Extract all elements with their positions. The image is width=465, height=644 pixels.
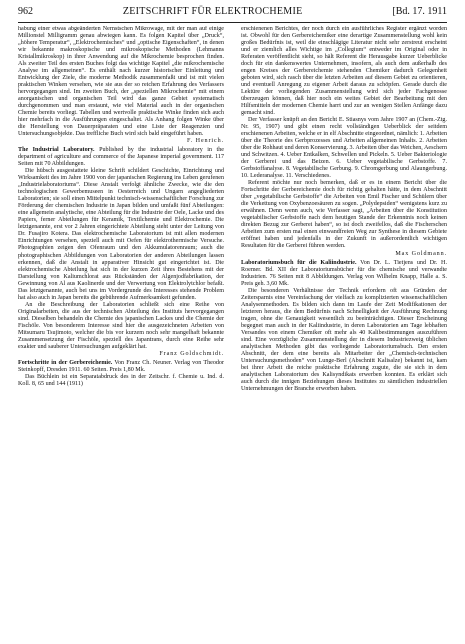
review-paragraph: Referent möchte nur noch bemerken, daß er es in einem Bericht über die Fortschritte der Gerbereichemie doch für richtig gehalten hätte, in dem Abschnitt über „vegetabilische Gerbstoffe“ die Arbeiten von Emil Fischer und Schülern über die Verkettung von Oxybenzoesäuren zu sogen. „Polydepsiden“ wenigstens kurz zu erwähnen. Denn wenn auch, wie Verfasser sagt, „Arbeiten über die Konstitution vegetabilischer Gerbstoffe nach dem heutigen Stande der Erkenntnis noch keinen direkten Bezug zur Gerberei haben“, so ist doch zweifellos, daß die Fischerschen Arbeiten zum ersten mal einen einwandfreien Weg zur Synthese in diesem Gebiete eröffnet haben und jedenfalls in der Zukunft in außerordentlich wichtigen Resultaten für die Gerberei führen werden. bbox=[241, 180, 447, 250]
journal-title: ZEITSCHRIFT FÜR ELEKTROCHEMIE bbox=[122, 6, 303, 17]
running-header bbox=[18, 6, 447, 23]
review-paragraph: Das Büchlein ist ein Separatabdruck des in der Zeitschr. f. Chemie u. Ind. d. Koll. 8, 65 und 144 (1911) bbox=[18, 373, 224, 387]
book-entry bbox=[18, 147, 224, 168]
book-entry bbox=[241, 260, 447, 288]
book-details: Von Franz Ch. Neuner. Verlag von Theodor Steinkopff, Dresden 1911. 60 Seiten. Preis 1,80 Mk. bbox=[18, 359, 224, 373]
left-column bbox=[18, 26, 224, 636]
book-title: Laboratoriumsbuch für die Kaliindustrie. bbox=[241, 259, 357, 266]
reviewer-signature: F. Henrich. bbox=[187, 138, 224, 145]
review-paragraph: Die besonderen Verhältnisse der Technik erfordern oft aus Gründen der Zeitersparnis eine Vereinfachung der vielfach zu komplizierten wissenschaftlichen Analysenmethoden. Es bilden sich dann im Laufe der Zeit Modifikationen der letzteren heraus, die dem Bedürfnis nach Schnelligkeit der Ausführung Rechnung tragen, ohne die Genauigkeit wesentlich zu beeinträchtigen. Dieser Erscheinung begegnet man auch in der Kaliindustrie, in deren Laboratorien am Tage lebhaften Versandes von einem Chemiker oft mehr als 40 Kalibestimmungen auszuführen sind. Eine vorzügliche Zusammenstellung der in diesem Industriezweig üblichen analytischen Methoden gibt das vorliegende Laboratoriumsbuch. Den ersten Abschnitt, der dem eine bereits als Mitarbeiter der „Chemisch-technischen Untersuchungsmethoden“ von Lunge-Berl (Abschnitt Kalisalze) bekannt ist, kam bei ihrer Arbeit die reiche praktische Erfahrung zugute, die sie sich in dem analytischen Laboratorium des Kalisyndikats erwerben konnten. Es erklärt sich auch durch die innigen Beziehungen dieses Institutes zu sämtlichen industriellen Unternehmungen der Branche erworben haben. bbox=[241, 287, 447, 392]
review-paragraph: An die Beschreibung der Laboratorien schließt sich eine Reihe von Originalarbeiten, die aus der technischen Abteilung des Instituts hervorgegangen sind. Dieselben behandeln die Chemie des japanischen Lackes und die Chemie der Fischöle. Von besonderem Interesse sind hier die ausgezeichneten Arbeiten von Mitsumaru Tsujimoto, welcher die bis vor kurzem noch sehr mangelhaft bekannte Zusammensetzung der Fischöle, speziell des Japantrans, durch eine Reihe sehr exakter und sauberer Untersuchungen aufgeklärt hat. bbox=[18, 301, 224, 350]
book-details: Published by the industrial laboratory in the department of agriculture and commerce of the Japanese imperial government. 117 Seiten mit 70 Abbildungen. bbox=[18, 147, 224, 168]
book-entry bbox=[18, 360, 224, 374]
page-number: 962 bbox=[18, 6, 33, 17]
book-title: Fortschritte in der Gerbereichemie. bbox=[18, 359, 113, 366]
volume-label: [Bd. 17. 1911 bbox=[392, 6, 447, 17]
reviewer-signature: Franz Goldschmidt. bbox=[159, 350, 224, 357]
review-paragraph: habung einer etwas abgeänderten Nernstschen Mikrowage, mit der man auf einige Millionstel Milligramm genau abwiegen kann. Es folgen Kapitel über „Druck“, „höhere Temperatur“, „Elektrochemisches“ und „optische Eigenschaften“, in denen wir bekannte makroskopische und mikroskopische Methoden (Lehmanns Kristallmikroskop) in ihrer Anwendung auf die Mikrochemie besprochen finden. Als zweiter Teil des ersten Buches folgt das wichtige Kapitel „die mikrochemische Analyse im allgemeinen“. Es enthält nach kurzer historischer Einleitung und Entwicklung der Ziele, die moderne Methodik zusammenfaßt und ist mit vielen praktischen Winken versehen, wie sie aus der so reichen Erfahrung des Verfassers hervorgegangen sind. Im zweiten Buch, der „speziellen Mikrochemie“ mit einem anorganischen und organischen Teil wird das ganze Gebiet systematisch durchgenommen und man erstaunt, wie viel Material auch in der organischen Chemie bereits vorliegt. Tabellen und wertvolle praktische Winke finden sich auch hier mehrfach in die Ausführungen eingeschaltet. Als Anhang folgen Winke über die Herstellung von Dauerpräparaten und eine Liste der Reagenzien und Untersuchungsobjekte. Das treffliche Buch wird sich bald eingeführt haben. bbox=[18, 26, 224, 138]
review-paragraph: erschienenen Berichtes, der noch durch ein ausführliches Register ergänzt worden ist. Obwohl für den Gerbereichemiker eine derartige Zusammenstellung wohl kein großes Bedürfnis ist, weil die einschlägige Literatur nicht sehr zerstreut erscheint und er ziemlich alles Wichtige im „Collegium“ entweder im Original oder in Referaten veröffentlicht sieht, so hält Referent die Herausgabe kurzer Ueberblicke doch für ein dankenswertes Unternehmen, insofern, als auch dem außerhalb des engen Kreises der Gerbereichemie stehenden Chemiker dadurch Gelegenheit geboten wird, sich rasch über die letzten Arbeiten auf diesem Gebiet zu orientieren, und eventuell Anregung zu eigener Arbeit daraus zu schöpfen. Gerade durch die Lektüre der vorliegenden Zusammenstellung wird sich jeder Fachgenosse überzeugen können, daß hier noch ein weites Gebiet der Bearbeitung mit den Hilfsmitteln der modernen Chemie harrt und zur an wenigen Stellen Anfänge dazu gemacht sind. bbox=[241, 26, 447, 117]
review-paragraph: Die hübsch ausgestattete kleine Schrift schildert Geschichte, Einrichtung und Wirksamkeit des im Jahre 1900 von der japanischen Regierung ins Leben gerufenen „Industrielaboratoriums“. Diese Anstalt verfolgt ähnliche Zwecke, wie die den technologischen Gewerbemuseen in Oesterreich und Ungarn angegliederten Laboratorien; sie soll einen Mittelpunkt technisch-wissenschaftlicher Forschung zur Förderung der chemischen Industrie in Japan bilden und umfaßt fünf Abteilungen: eine allgemein analytische, eine Abteilung für die Industrie der Oele, Lacke und des Papiers, ferner Abteilungen für Keramik, Textilchemie und Elektrochemie. Die letztgenannte, erst vor 2 Jahren eingerichtete Abteilung steht unter der Leitung von Dr. Fusajiro Kotera. Das elektrochemische Laboratorium ist mit allen modernen Einrichtungen versehen, speziell auch mit Oefen für elektrothermische Versuche. Photographien zeigen den Ofenraum und den Akkumulatorenraum; auch die photographischen Abbildungen von Laboratorien der anderen Abteilungen lassen erkennen, daß die Anstalt in apparativer Hinsicht gut eingerichtet ist. Die elektrochemische Abteilung hat sich in der kurzen Zeit ihres Bestehens mit der Darstellung von Kaliumchlorat aus Rückständen der Algenjodfabrikation, der Gewinnung von Al aus Kaolinerde und der Verwertung von Elektrolytchlor befaßt. Das letztgenannte, auch bei uns im Vordergrunde des Interesses stehende Problem hat also auch in Japan bereits die gebührende Aufmerksamkeit gefunden. bbox=[18, 168, 224, 301]
right-column bbox=[241, 26, 447, 636]
book-title: The Industrial Laboratory. bbox=[18, 147, 95, 154]
reviewer-signature: Max Goldmann. bbox=[395, 250, 447, 257]
review-paragraph: Der Verfasser knüpft an den Bericht E. Stiasnys vom Jahre 1907 an (Chem.-Ztg. Nr. 95, 1907) und gibt einen recht vollständigen Ueberblick der seitdem erschienenen Arbeiten, welche er in elf Abschnitte eingeordnet, nämlich: 1. Arbeiten über die Theorie des Gerbprozesses und Arbeiten allgemeinen Inhalts. 2. Arbeiten über die Rohhaut und deren Konservierung. 3. Arbeiten über das Weichen, Aeschern und Schwitzen. 4. Ueber Entkalken, Schwellen und Pickeln. 5. Ueber Bakteriologie der Gerberei und das Beizen. 6. Ueber vegetabilische Gerbstoffe. 7. Gerbstoffanalyse. 8. Vegetabilische Gerbung. 9. Chromgerbung und Alaungerbung. 10. Lederanalyse. 11. Verschiedenes. bbox=[241, 117, 447, 180]
book-details: Von Dr. L. Tietjens und Dr. H. Roemer. Bd. XII der Laboratoriumsbücher für die chemische und verwandte Industrien. 76 Seiten mit 8 Abbildungen. Verlag von Wilhelm Knapp, Halle a. S. Preis geh. 3,60 Mk. bbox=[241, 259, 447, 287]
